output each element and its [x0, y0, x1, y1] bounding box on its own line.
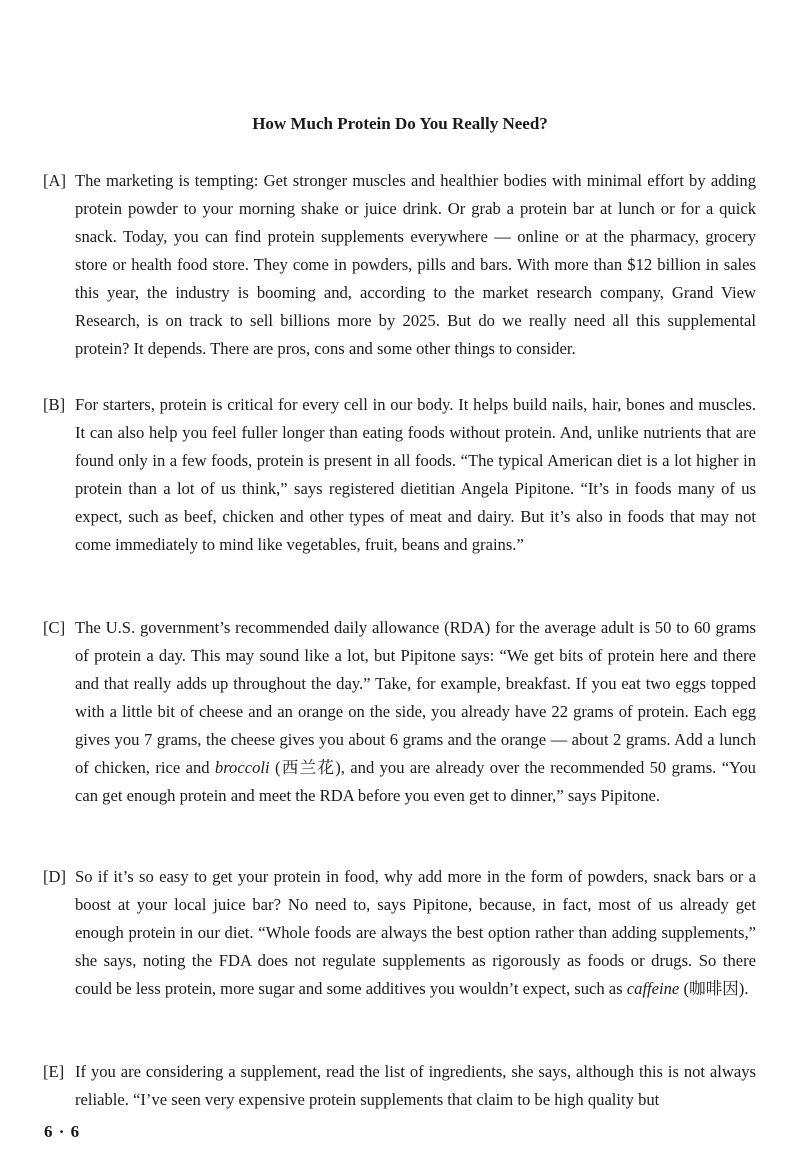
- paragraph-text: So if it’s so easy to get your protein in food, why add more in the form of powders, snack bars or a boost at your local juice bar? No need to, says Pipitone, because, in fact, most of us already get enough protein in our diet. “Whole foods are always the best option rather than adding supplements,” she says, noting the FDA does not regulate supplements as rigorously as foods or drugs. So there could be less protein, more sugar and some additives you wouldn’t expect, such as: [75, 867, 756, 998]
- paragraph-label: [D]: [43, 867, 67, 886]
- paragraph-e: [43, 1058, 756, 1114]
- paragraph-label: [A]: [43, 171, 67, 190]
- paragraph-label: [C]: [43, 618, 66, 637]
- paragraph-text: The marketing is tempting: Get stronger muscles and healthier bodies with minimal effort by adding protein powder to your morning shake or juice drink. Or grab a protein bar at lunch or for a quick snack. Today, you can find protein supplements everywhere — online or at the pharmacy, grocery store or health food store. They come in powders, pills and bars. With more than $12 billion in sales this year, the industry is booming and, according to the market research company, Grand View Research, is on track to sell billions more by 2025. But do we really need all this supplemental protein? It depends. There are pros, cons and some other things to consider.: [75, 171, 756, 358]
- paragraph-c: [43, 614, 756, 810]
- paragraph-a: [43, 167, 756, 363]
- page-title: How Much Protein Do You Really Need?: [252, 114, 548, 133]
- paragraph-text: If you are considering a supplement, read the list of ingredients, she says, although this is not always reliable. “I’ve seen very expensive protein supplements that claim to be high quality but: [75, 1062, 756, 1109]
- chinese-gloss: (咖啡因): [683, 979, 745, 998]
- page-number: 6 · 6: [44, 1122, 81, 1141]
- paragraph-text: The U.S. government’s recommended daily allowance (RDA) for the average adult is 50 to 60 grams of protein a day. This may sound like a lot, but Pipitone says: “We get bits of protein here and there and that really adds up throughout the day.” Take, for example, breakfast. If you eat two eggs topped with a little bit of cheese and an orange on the side, you already have 22 grams of protein. Each egg gives you 7 grams, the cheese gives you about 6 grams and the orange — about 2 grams. Add a lunch of chicken, rice and: [75, 618, 756, 777]
- paragraph-label: [E]: [43, 1062, 65, 1081]
- paragraph-text: .: [744, 979, 749, 998]
- italic-term: caffeine: [626, 979, 680, 998]
- paragraph-b: [43, 391, 756, 559]
- chinese-gloss: (西兰花): [275, 758, 341, 777]
- paragraph-text: , and you are already over the recommended 50 grams. “You can get enough protein and meet the RDA before you even get to dinner,” says Pipitone.: [75, 758, 756, 805]
- paragraph-text: For starters, protein is critical for every cell in our body. It helps build nails, hair, bones and muscles. It can also help you feel fuller longer than eating foods without protein. And, unlike nutrients that are found only in a few foods, protein is present in all foods. “The typical American diet is a lot higher in protein than a lot of us think,” says registered dietitian Angela Pipitone. “It’s in foods many of us expect, such as beef, chicken and other types of meat and dairy. But it’s also in foods that may not come immediately to mind like vegetables, fruit, beans and grains.”: [75, 395, 756, 554]
- paragraph-d: [43, 863, 756, 1003]
- paragraph-label: [B]: [43, 395, 66, 414]
- italic-term: broccoli: [214, 758, 270, 777]
